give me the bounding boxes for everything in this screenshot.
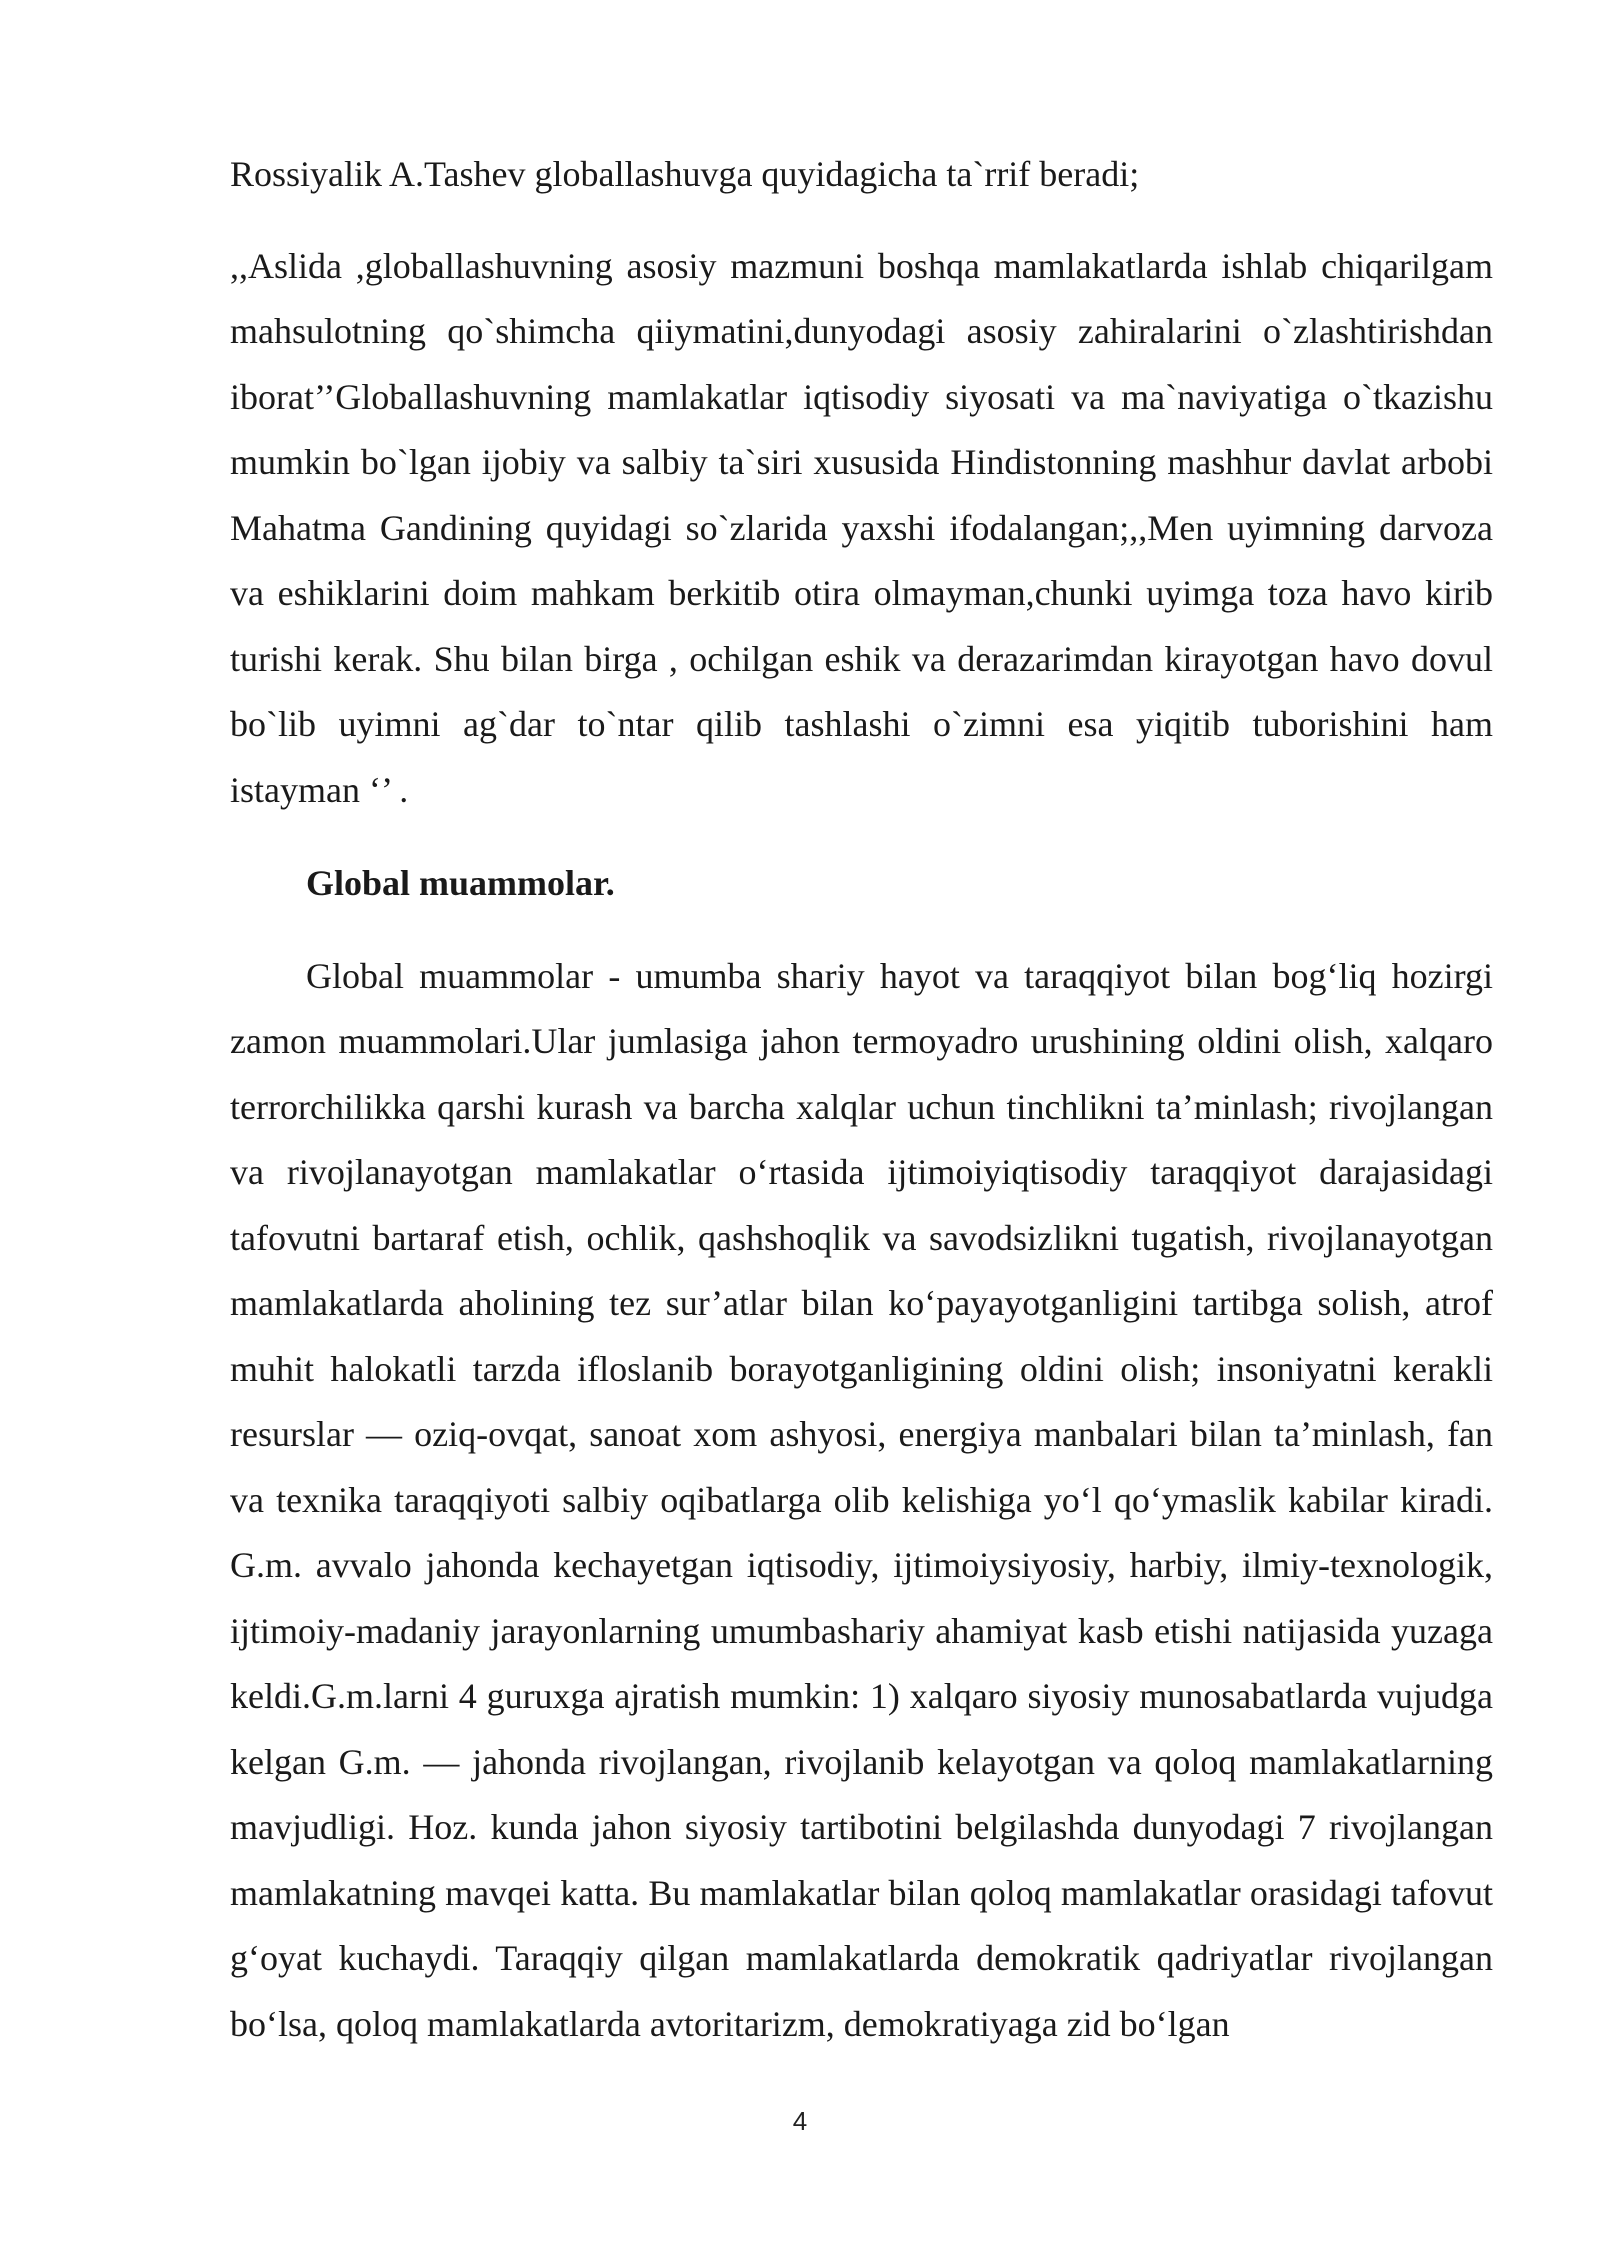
page-body <box>230 142 1493 2057</box>
intro-paragraph: Rossiyalik A.Tashev globallashuvga quyidagicha ta`rrif beradi; <box>230 154 1140 194</box>
quote-paragraph: ,,Aslida ,globallashuvning asosiy mazmuni boshqa mamlakatlarda ishlab chiqarilgam mahsulotning qo`shimcha qiiymatini,dunyodagi asosiy zahiralarini o`zlashtirishdan iborat’’Globallashuvning mamlakatlar iqtisodiy siyosati va ma`naviyatiga o`tkazishu mumkin bo`lgan ijobiy va salbiy ta`siri xususida Hindistonning mashhur davlat arbobi Mahatma Gandining quyidagi so`zlarida yaxshi ifodalangan;,,Men uyimning darvoza va eshiklarini doim mahkam berkitib otira olmayman,chunki uyimga toza havo kirib turishi kerak. Shu bilan birga , ochilgan eshik va derazarimdan kirayotgan havo dovul bo`lib uyimni ag`dar to`ntar qilib tashlashi o`zimni esa yiqitib tuborishini ham istayman ‘’ . <box>230 245 1493 810</box>
page-number: 4 <box>792 2106 808 2136</box>
section-paragraph: Global muammolar - umumba shariy hayot va taraqqiyot bilan bog‘liq hozirgi zamon muammolari.Ular jumlasiga jahon termoyadro urushining oldini olish, xalqaro terrorchilikka qarshi kurash va barcha xalqlar uchun tinchlikni ta’minlash; rivojlangan va rivojlanayotgan mamlakatlar o‘rtasida ijtimoiyiqtisodiy taraqqiyot darajasidagi tafovutni bartaraf etish, ochlik, qashshoqlik va savodsizlikni tugatish, rivojlanayotgan mamlakatlarda aholining tez sur’atlar bilan ko‘payayotganligini tartibga solish, atrof muhit halokatli tarzda ifloslanib borayotganligining oldini olish; insoniyatni kerakli resurslar — oziq-ovqat, sanoat xom ashyosi, energiya manbalari bilan ta’minlash, fan va texnika taraqqiyoti salbiy oqibatlarga olib kelishiga yo‘l qo‘ymaslik kabilar kiradi. G.m. avvalo jahonda kechayetgan iqtisodiy, ijtimoiysiyosiy, harbiy, ilmiy-texnologik, ijtimoiy-madaniy jarayonlarning umumbashariy ahamiyat kasb etishi natijasida yuzaga keldi.G.m.larni 4 guruxga ajratish mumkin: 1) xalqaro siyosiy munosabatlarda vujudga kelgan G.m. — jahonda rivojlangan, rivojlanib kelayotgan va qoloq mamlakatlarning mavjudligi. Hoz. kunda jahon siyosiy tartibotini belgilashda dunyodagi 7 rivojlangan mamlakatning mavqei katta. Bu mamlakatlar bilan qoloq mamlakatlar orasidagi tafovut g‘oyat kuchaydi. Taraqqiy qilgan mamlakatlarda demokratik qadriyatlar rivojlangan bo‘lsa, qoloq mamlakatlarda avtoritarizm, demokratiyaga zid bo‘lgan <box>230 955 1493 2044</box>
section-heading: Global muammolar. <box>306 863 615 903</box>
